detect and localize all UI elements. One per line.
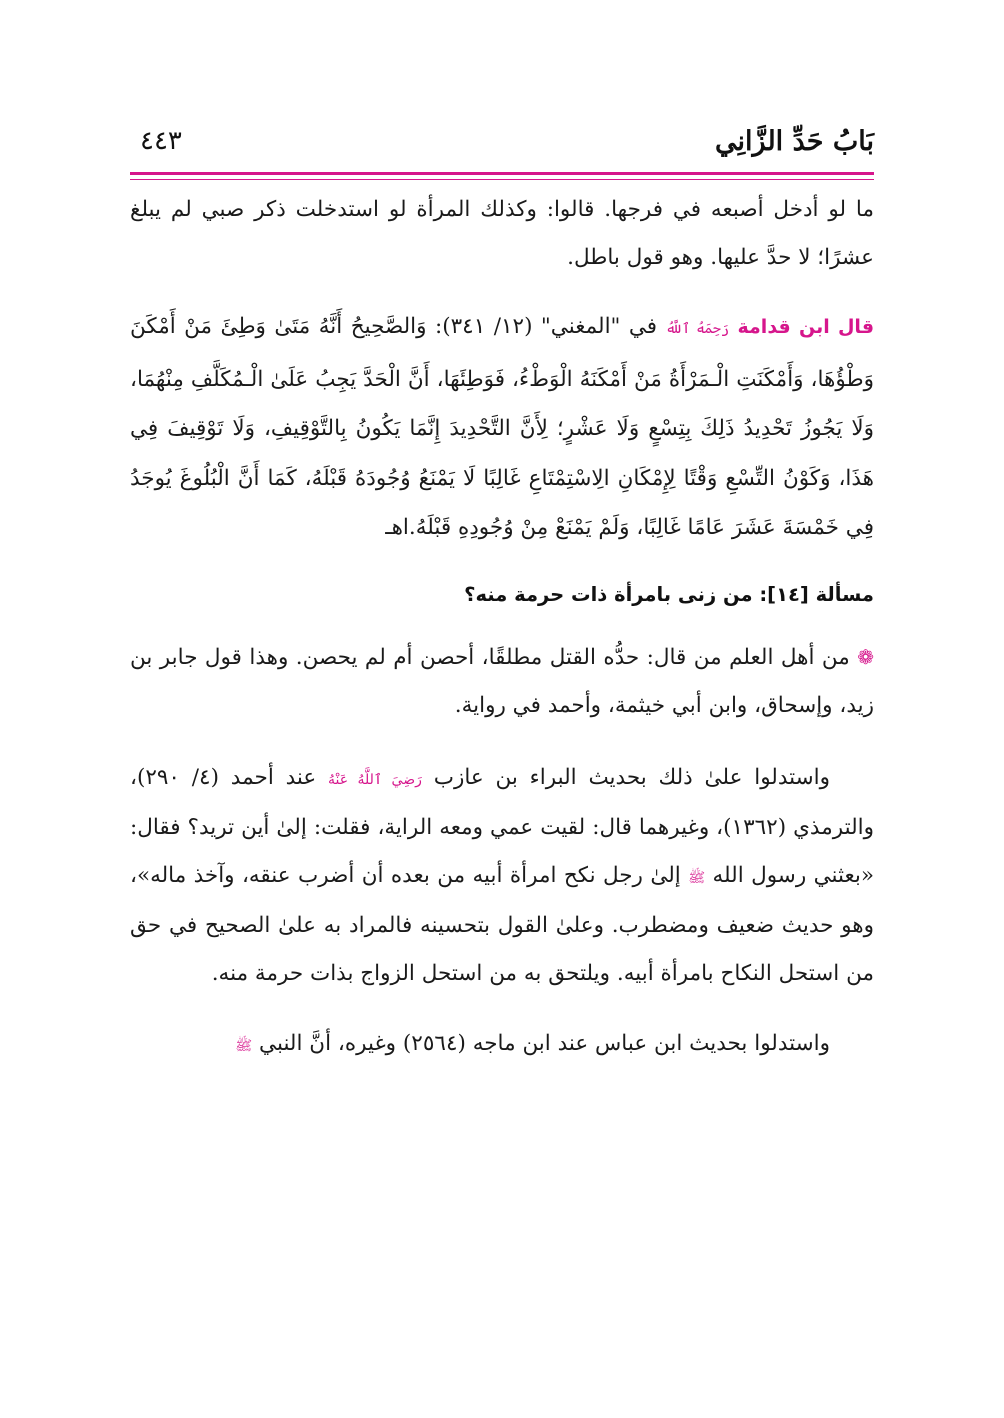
header-rule-thick [130,172,874,175]
paragraph-4-part-3: إلىٰ رجل نكح امرأة أبيه من بعده أن أضرب عنقه، وآخذ ماله»، وهو حديث ضعيف ومضطرب. وعلىٰ القول بتحسينه فالمراد به علىٰ الصحيح في حق من استحل النكاح بامرأة أبيه. ويلتحق به من استحل الزواج بذات حرمة منه. [130,862,874,986]
header-rule-thin [130,179,874,180]
paragraph-4-part-1: واستدلوا علىٰ ذلك بحديث البراء بن عازب [421,764,831,790]
honorific-radiallahu: رَضِيَ ٱللَّهُ عَنْهُ [328,771,422,788]
honorific-salallahu: ﷺ [688,869,706,886]
issue-heading: مسألة [١٤]: من زنى بامرأة ذات حرمة منه؟ [464,582,874,606]
quote-attribution: قال ابن قدامة [737,316,875,338]
flower-ornament-icon: ❁ [857,644,874,669]
page-content [130,186,874,1070]
quote-citation: في "المغني" (١٢/ ٣٤١): [426,314,666,339]
honorific-rahimahullah: رَحِمَهُ ٱللَّهُ [665,321,730,337]
paragraph-2-quote [130,302,874,553]
page-header [130,120,874,170]
paragraph-3-text: من أهل العلم من قال: حدُّه القتل مطلقًا، أحصن أم لم يحصن. وهذا قول جابر بن زيد، وإسحاق، وابن أبي خيثمة، وأحمد في رواية. [130,644,874,718]
paragraph-3 [130,633,874,730]
page-number: ٤٤٣ [140,126,182,156]
paragraph-1: ما لو أدخل أصبعه في فرجها. قالوا: وكذلك المرأة لو استدخلت ذكر صبي لم يبلغ عشرًا؛ لا حدَّ عليها. وهو قول باطل. [130,197,874,270]
chapter-title: بَابُ حَدِّ الزَّانِي [715,126,874,157]
paragraph-5-text: واستدلوا بحديث ابن عباس عند ابن ماجه (٢٥٦٤) وغيره، أنَّ النبي [252,1030,830,1056]
paragraph-5 [130,1020,874,1070]
paragraph-4-part-2: عند أحمد (٤/ ٢٩٠)، والترمذي (١٣٦٢)، وغيرهما قال: لقيت عمي ومعه الراية، فقلت: إلىٰ أين تريد؟ فقال: «بعثني رسول الله [130,764,875,888]
honorific-salallahu-2: ﷺ [235,1037,253,1054]
quote-text: وَالصَّحِيحُ أَنَّهُ مَتَىٰ وَطِئَ مَنْ أَمْكَنَ وَطْؤُهَا، وَأَمْكَنَتِ الْـمَرْأَةُ مَنْ أَمْكَنَهُ الْوَطْءُ، فَوَطِئَهَا، أَنَّ الْحَدَّ يَجِبُ عَلَىٰ الْـمُكَلَّفِ مِنْهُمَا، وَلَا يَجُوزُ تَحْدِيدُ ذَلِكَ بِتِسْعٍ وَلَا عَشْرٍ؛ لِأَنَّ التَّحْدِيدَ إِنَّمَا يَكُونُ بِالتَّوْقِيفِ، وَلَا تَوْقِيفَ فِي هَذَا، وَكَوْنُ التِّسْعِ وَقْتًا لِإِمْكَانِ الِاسْتِمْتَاعِ غَالِبًا لَا يَمْنَعُ وُجُودَهُ قَبْلَهُ، كَمَا أَنَّ الْبُلُوغَ يُوجَدُ فِي خَمْسَةَ عَشَرَ عَامًا غَالِبًا، وَلَمْ يَمْنَعْ مِنْ وُجُودِهِ قَبْلَهُ.اهـ [130,314,874,540]
paragraph-4 [130,754,874,998]
